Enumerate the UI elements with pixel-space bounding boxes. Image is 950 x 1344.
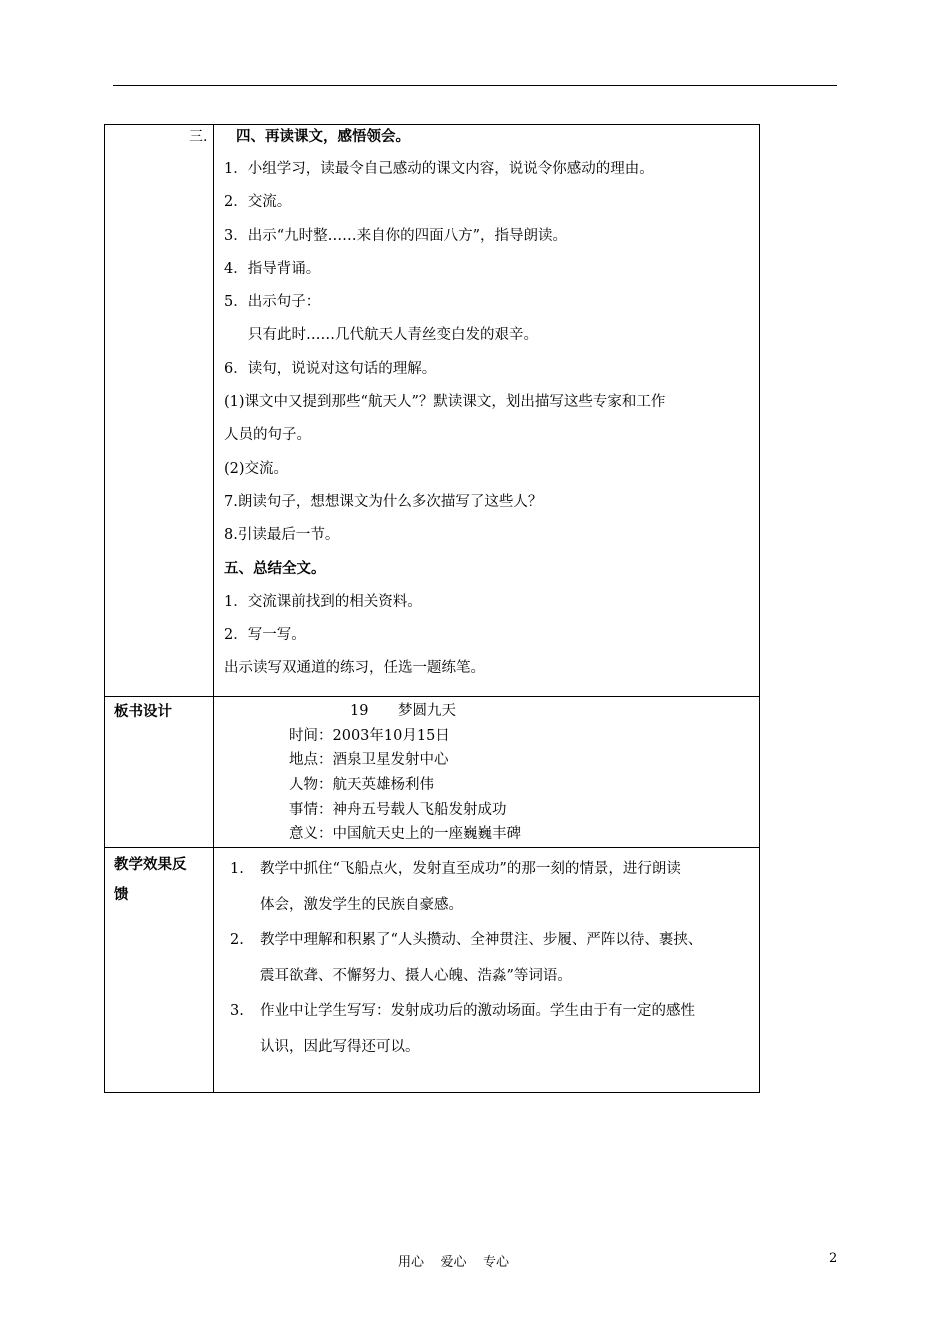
page-number: 2 xyxy=(829,1251,838,1266)
feedback-item-number: 1. xyxy=(230,861,244,878)
lesson-step: 1．交流课前找到的相关资料。 xyxy=(224,593,422,610)
footer-motto: 用心 爱心 专心 xyxy=(398,1255,510,1270)
feedback-content-cell xyxy=(214,848,760,1093)
lesson-step: (2)交流。 xyxy=(224,460,289,477)
feedback-label-line2: 馈 xyxy=(114,887,129,904)
section-number: 三. xyxy=(189,129,208,145)
board-title-number: 19 xyxy=(350,703,369,719)
lesson-step: 只有此时……几代航天人青丝变白发的艰辛。 xyxy=(248,327,538,344)
feedback-item-line: 震耳欲聋、不懈努力、摄人心魄、浩淼”等词语。 xyxy=(260,967,572,984)
section-heading: 四、再读课文，感悟领会。 xyxy=(236,129,410,145)
board-design-content-cell xyxy=(214,697,760,848)
board-design-label-cell xyxy=(105,697,214,848)
lesson-step: 3．出示“九时整……来自你的四面八方”，指导朗读。 xyxy=(224,227,568,244)
section-3-content-cell xyxy=(214,125,760,697)
lesson-step: 7.朗读句子，想想课文为什么多次描写了这些人？ xyxy=(224,493,543,510)
lesson-step: 8.引读最后一节。 xyxy=(224,527,340,544)
section-3-row xyxy=(105,125,760,697)
board-row-meaning: 意义：中国航天史上的一座巍巍丰碑 xyxy=(289,826,521,843)
lesson-step: 6．读句，说说对这句话的理解。 xyxy=(224,360,437,377)
lesson-step: 4．指导背诵。 xyxy=(224,260,321,277)
section-3-content xyxy=(214,125,759,686)
lesson-step: 2．写一写。 xyxy=(224,627,306,644)
feedback-item-line: 教学中理解和积累了“人头攒动、全神贯注、步履、严阵以待、裹挟、 xyxy=(260,932,703,949)
lesson-step: 2．交流。 xyxy=(224,194,292,211)
feedback-label xyxy=(105,848,213,910)
board-title xyxy=(214,699,759,724)
feedback-item-line: 作业中让学生写写：发射成功后的激动场面。学生由于有一定的感性 xyxy=(260,1003,695,1020)
feedback-item-number: 2. xyxy=(230,932,244,949)
board-title-text: 梦圆九天 xyxy=(398,703,456,719)
board-row-place: 地点：酒泉卫星发射中心 xyxy=(289,752,449,769)
feedback-item-line: 认识，因此写得还可以。 xyxy=(260,1038,420,1055)
feedback-item xyxy=(230,852,751,923)
lesson-step: 出示读写双通道的练习，任选一题练笔。 xyxy=(224,660,485,677)
lesson-step: 1．小组学习，读最令自己感动的课文内容，说说令你感动的理由。 xyxy=(224,161,654,177)
feedback-item-line: 体会，激发学生的民族自豪感。 xyxy=(260,896,463,913)
section-3-label-cell xyxy=(105,125,214,697)
board-design-row xyxy=(105,697,760,848)
feedback-item xyxy=(230,994,751,1065)
lesson-plan-table xyxy=(104,124,760,1093)
feedback-item-number: 3. xyxy=(230,1003,244,1020)
lesson-step: 人员的句子。 xyxy=(224,427,311,444)
board-row-event: 事情：神舟五号载人飞船发射成功 xyxy=(289,801,507,818)
feedback-row xyxy=(105,848,760,1093)
feedback-item xyxy=(230,923,751,994)
feedback-label-cell xyxy=(105,848,214,1093)
feedback-content xyxy=(214,848,759,1065)
board-row-time: 时间：2003年10月15日 xyxy=(289,727,450,744)
section-heading: 五、总结全文。 xyxy=(224,560,326,577)
lesson-step: 5．出示句子： xyxy=(224,294,321,311)
board-design-label: 板书设计 xyxy=(114,704,172,720)
board-row-person: 人物：航天英雄杨利伟 xyxy=(289,777,434,794)
board-design-content xyxy=(214,697,759,847)
lesson-step: (1)课文中又提到那些“航天人”？默读课文，划出描写这些专家和工作 xyxy=(224,394,666,411)
feedback-item-line: 教学中抓住“飞船点火，发射直至成功”的那一刻的情景，进行朗读 xyxy=(260,861,681,878)
feedback-label-line1: 教学效果反 xyxy=(114,857,187,874)
header-rule xyxy=(113,85,837,86)
